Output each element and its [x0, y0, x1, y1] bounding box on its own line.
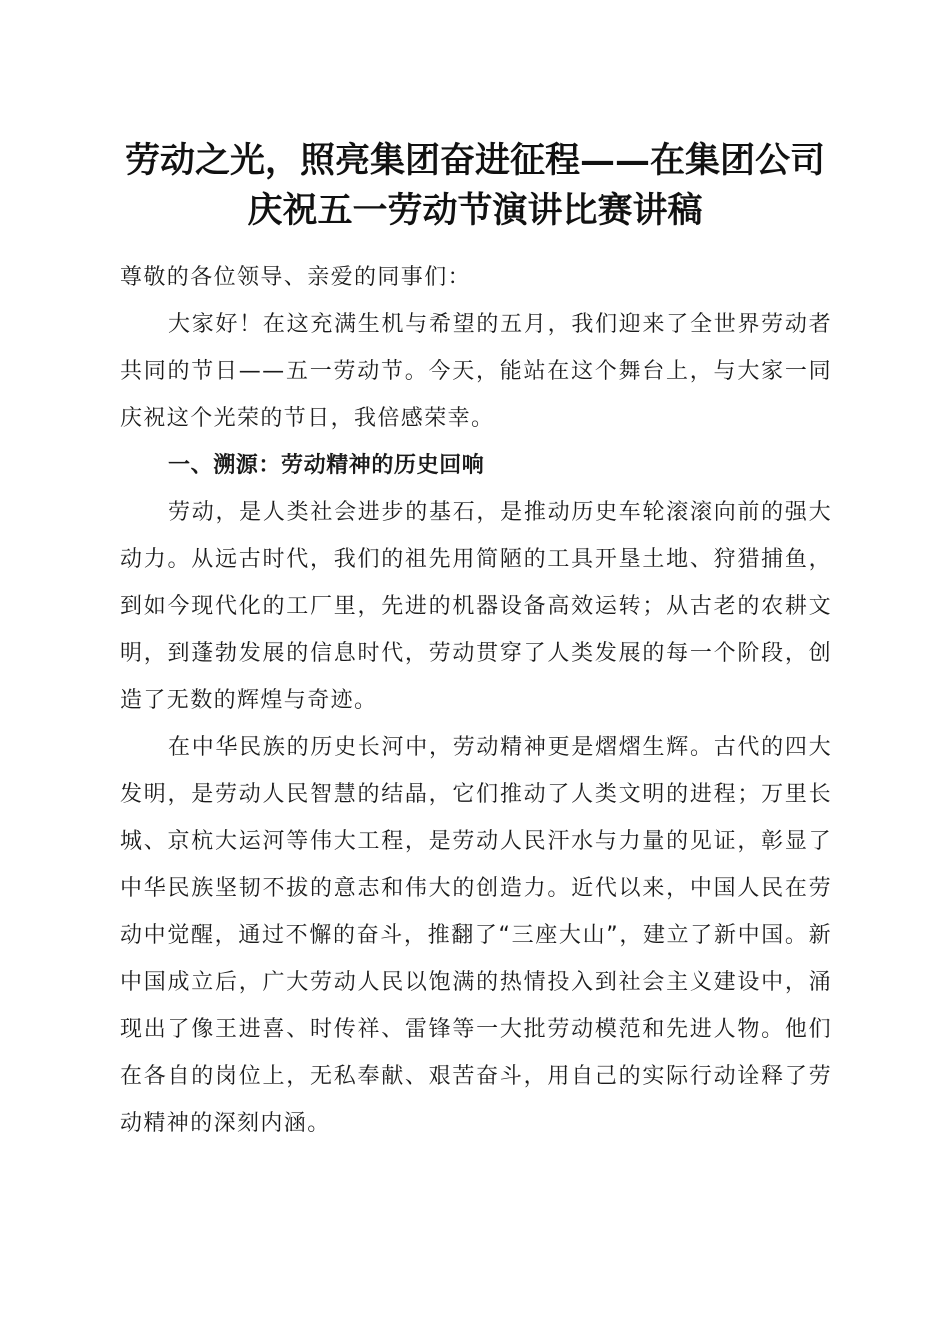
- document-title: [110, 136, 840, 236]
- salutation: 尊敬的各位领导、亲爱的同事们：: [120, 265, 472, 290]
- title-line-2: 庆祝五一劳动节演讲比赛讲稿: [247, 190, 703, 231]
- section1-paragraph-2: 在中华民族的历史长河中，劳动精神更是熠熠生辉。古代的四大发明，是劳动人民智慧的结晶，它们推动了人类文明的进程；万里长城、京杭大运河等伟大工程，是劳动人民汗水与力量的见证，彰显了中华民族坚韧不拔的意志和伟大的创造力。近代以来，中国人民在劳动中觉醒，通过不懈的奋斗，推翻了“三座大山”，建立了新中国。新中国成立后，广大劳动人民以饱满的热情投入到社会主义建设中，涌现出了像王进喜、时传祥、雷锋等一大批劳动模范和先进人物。他们在各自的岗位上，无私奉献、艰苦奋斗，用自己的实际行动诠释了劳动精神的深刻内涵。: [120, 735, 832, 1136]
- document-body: [120, 254, 832, 1147]
- title-line-1: 劳动之光，照亮集团奋进征程——在集团公司: [124, 140, 825, 181]
- intro-paragraph: 大家好！在这充满生机与希望的五月，我们迎来了全世界劳动者共同的节日——五一劳动节。今天，能站在这个舞台上，与大家一同庆祝这个光荣的节日，我倍感荣幸。: [120, 312, 832, 431]
- section-heading-1: 一、溯源：劳动精神的历史回响: [168, 453, 485, 478]
- section1-paragraph-1: 劳动，是人类社会进步的基石，是推动历史车轮滚滚向前的强大动力。从远古时代，我们的祖先用简陋的工具开垦土地、狩猎捕鱼，到如今现代化的工厂里，先进的机器设备高效运转；从古老的农耕文明，到蓬勃发展的信息时代，劳动贯穿了人类发展的每一个阶段，创造了无数的辉煌与奇迹。: [120, 500, 832, 713]
